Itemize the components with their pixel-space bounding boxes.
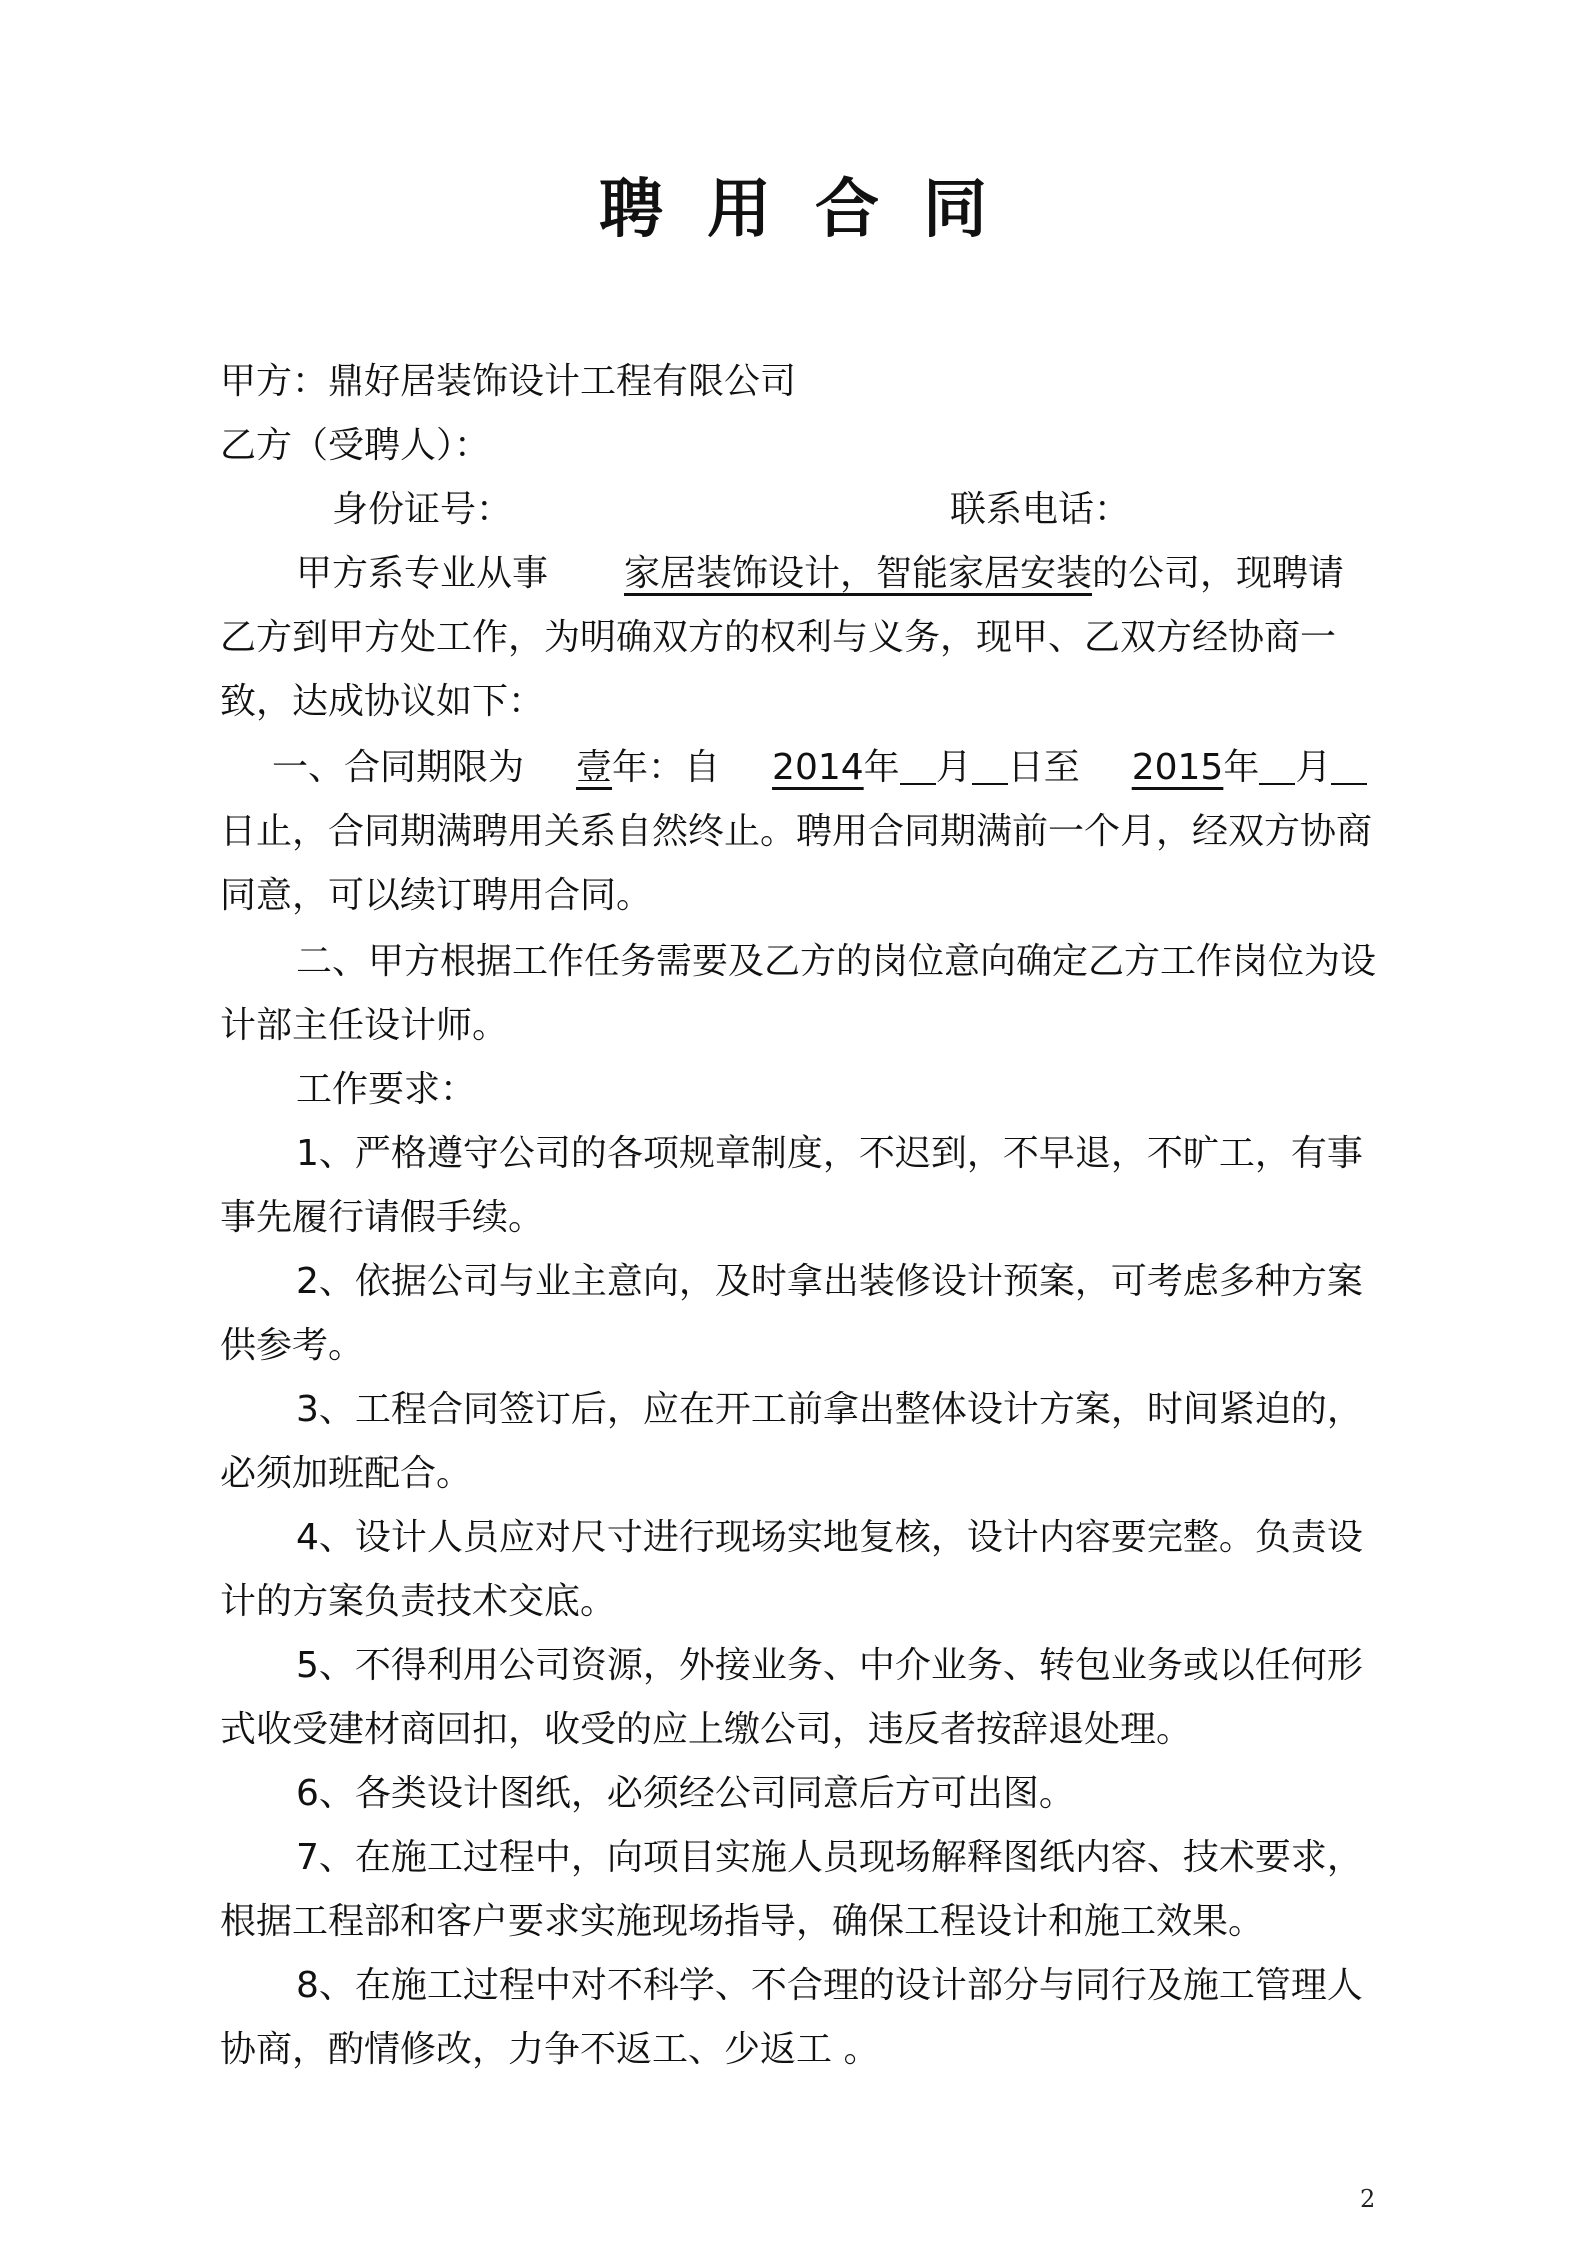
document-title: 聘用合同 xyxy=(599,173,1031,247)
month-char: 月 xyxy=(935,747,972,788)
requirement-item: 8、在施工过程中对不科学、不合理的设计部分与同行及施工管理人协商，酌情修改，力争不返工、少返工 。 xyxy=(220,1965,1363,2070)
month-char-2: 月 xyxy=(1295,747,1332,788)
requirement-item: 2、依据公司与业主意向，及时拿出装修设计预案，可考虑多种方案供参考。 xyxy=(220,1261,1363,1366)
requirement-item: 4、设计人员应对尺寸进行现场实地复核，设计内容要完整。负责设计的方案负责技术交底。 xyxy=(220,1517,1363,1622)
requirements-heading: 工作要求： xyxy=(296,1069,477,1110)
page-number: 2 xyxy=(1360,2185,1376,2213)
end-day-char: 日止， xyxy=(220,811,329,852)
requirement-item: 1、严格遵守公司的各项规章制度，不迟到，不早退，不旷工，有事事先履行请假手续。 xyxy=(220,1133,1363,1238)
contract-body xyxy=(220,350,1380,2082)
year-char: 年 xyxy=(863,747,900,788)
party-b-line: 乙方（受聘人）： xyxy=(220,425,491,466)
id-phone-row xyxy=(220,478,1380,542)
requirement-item: 7、在施工过程中，向项目实施人员现场解释图纸内容、技术要求，根据工程部和客户要求实施现场指导，确保工程设计和施工效果。 xyxy=(220,1837,1363,1942)
start-month-blank xyxy=(900,747,936,785)
clause-1-rest: 合同期满聘用关系自然终止。聘用合同期满前一个月，经双方协商同意，可以续订聘用合同。 xyxy=(220,811,1373,916)
start-year: 2014 xyxy=(772,747,864,788)
clause-1-mid: 年：自 xyxy=(612,747,721,788)
intro-text-2: 的公司，现聘请乙方到甲方处工作，为明确双方的权利与义务，现甲、乙双方经协商一致，达成协议如下： xyxy=(220,553,1345,722)
start-day-blank xyxy=(972,747,1008,785)
clause-1 xyxy=(220,736,1380,928)
requirement-item: 3、工程合同签订后，应在开工前拿出整体设计方案，时间紧迫的，必须加班配合。 xyxy=(220,1389,1363,1494)
end-day-blank xyxy=(1331,747,1367,785)
business-scope: 家居装饰设计，智能家居安装 xyxy=(624,553,1093,594)
clause-1-prefix: 一、合同期限为 xyxy=(272,747,525,788)
party-a-line: 甲方：鼎好居装饰设计工程有限公司 xyxy=(220,361,797,402)
id-number-label: 身份证号： xyxy=(332,489,513,530)
contract-term: 壹 xyxy=(576,747,613,788)
end-year: 2015 xyxy=(1131,747,1224,788)
end-month-blank xyxy=(1259,747,1295,785)
phone-label: 联系电话： xyxy=(950,489,1131,530)
day-to-char: 日至 xyxy=(1007,747,1080,788)
intro-text-1: 甲方系专业从事 xyxy=(296,553,549,594)
requirement-item: 5、不得利用公司资源，外接业务、中介业务、转包业务或以任何形式收受建材商回扣，收受的应上缴公司，违反者按辞退处理。 xyxy=(220,1645,1363,1750)
year-char-2: 年 xyxy=(1223,747,1260,788)
clause-2: 二、甲方根据工作任务需要及乙方的岗位意向确定乙方工作岗位为设计部主任设计师。 xyxy=(220,941,1377,1046)
requirement-item: 6、各类设计图纸，必须经公司同意后方可出图。 xyxy=(296,1773,1075,1814)
intro-paragraph xyxy=(220,542,1380,734)
